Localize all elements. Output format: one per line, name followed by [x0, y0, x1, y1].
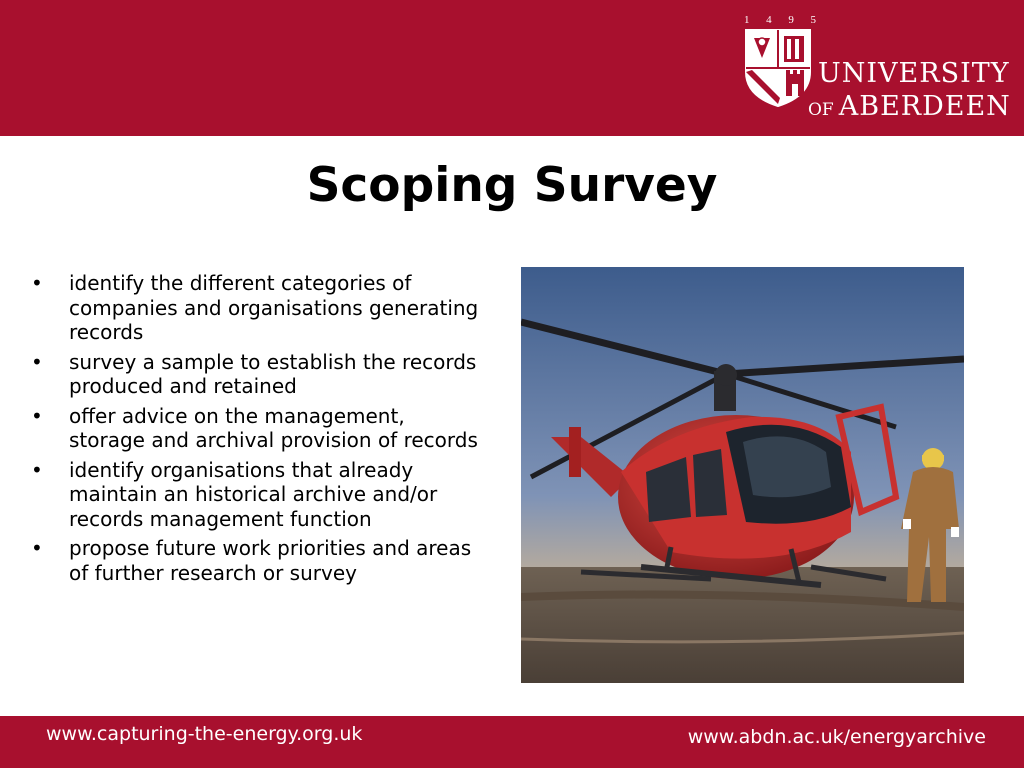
bullet-dot: • [31, 271, 43, 295]
logo-year-digit: 1 [744, 14, 750, 26]
logo-name-line2 [808, 91, 1011, 122]
footer-link-energy-archive[interactable]: www.abdn.ac.uk/energyarchive [687, 726, 986, 748]
helicopter-illustration [521, 267, 964, 683]
slide-title: Scoping Survey [306, 158, 718, 213]
bullet-dot: • [31, 536, 43, 560]
bullet-text: offer advice on the management, storage and archival provision of records [69, 403, 478, 452]
bullet-item [30, 458, 480, 532]
bullet-item [30, 271, 480, 345]
logo-year-digit: 4 [766, 14, 772, 26]
logo-name-line1: UNIVERSITY [818, 58, 1010, 89]
bullet-text: identify organisations that already maintain an historical archive and/or records management function [69, 457, 438, 531]
bullet-dot: • [31, 457, 43, 482]
bullet-dot: • [31, 349, 43, 374]
logo-year-digit: 5 [810, 14, 816, 26]
bullet-dot: • [31, 403, 43, 428]
logo-name-of: OF [808, 100, 834, 120]
university-crest-icon [744, 28, 812, 108]
logo-year-digit: 9 [788, 14, 794, 26]
helicopter-photo [521, 267, 964, 683]
footer-link-capturing-the-energy[interactable]: www.capturing-the-energy.org.uk [46, 723, 363, 745]
bullet-text: identify the different categories of companies and organisations generating records [69, 271, 479, 344]
bullet-list [30, 271, 480, 590]
logo-name-aberdeen: ABERDEEN [838, 91, 1011, 122]
bullet-text: propose future work priorities and areas of further research or survey [69, 536, 472, 585]
bullet-item [30, 350, 480, 399]
bullet-item [30, 404, 480, 453]
bullet-text: survey a sample to establish the records produced and retained [69, 349, 477, 398]
university-logo[interactable] [740, 14, 1012, 122]
bullet-item [30, 536, 480, 585]
logo-year [744, 14, 816, 26]
